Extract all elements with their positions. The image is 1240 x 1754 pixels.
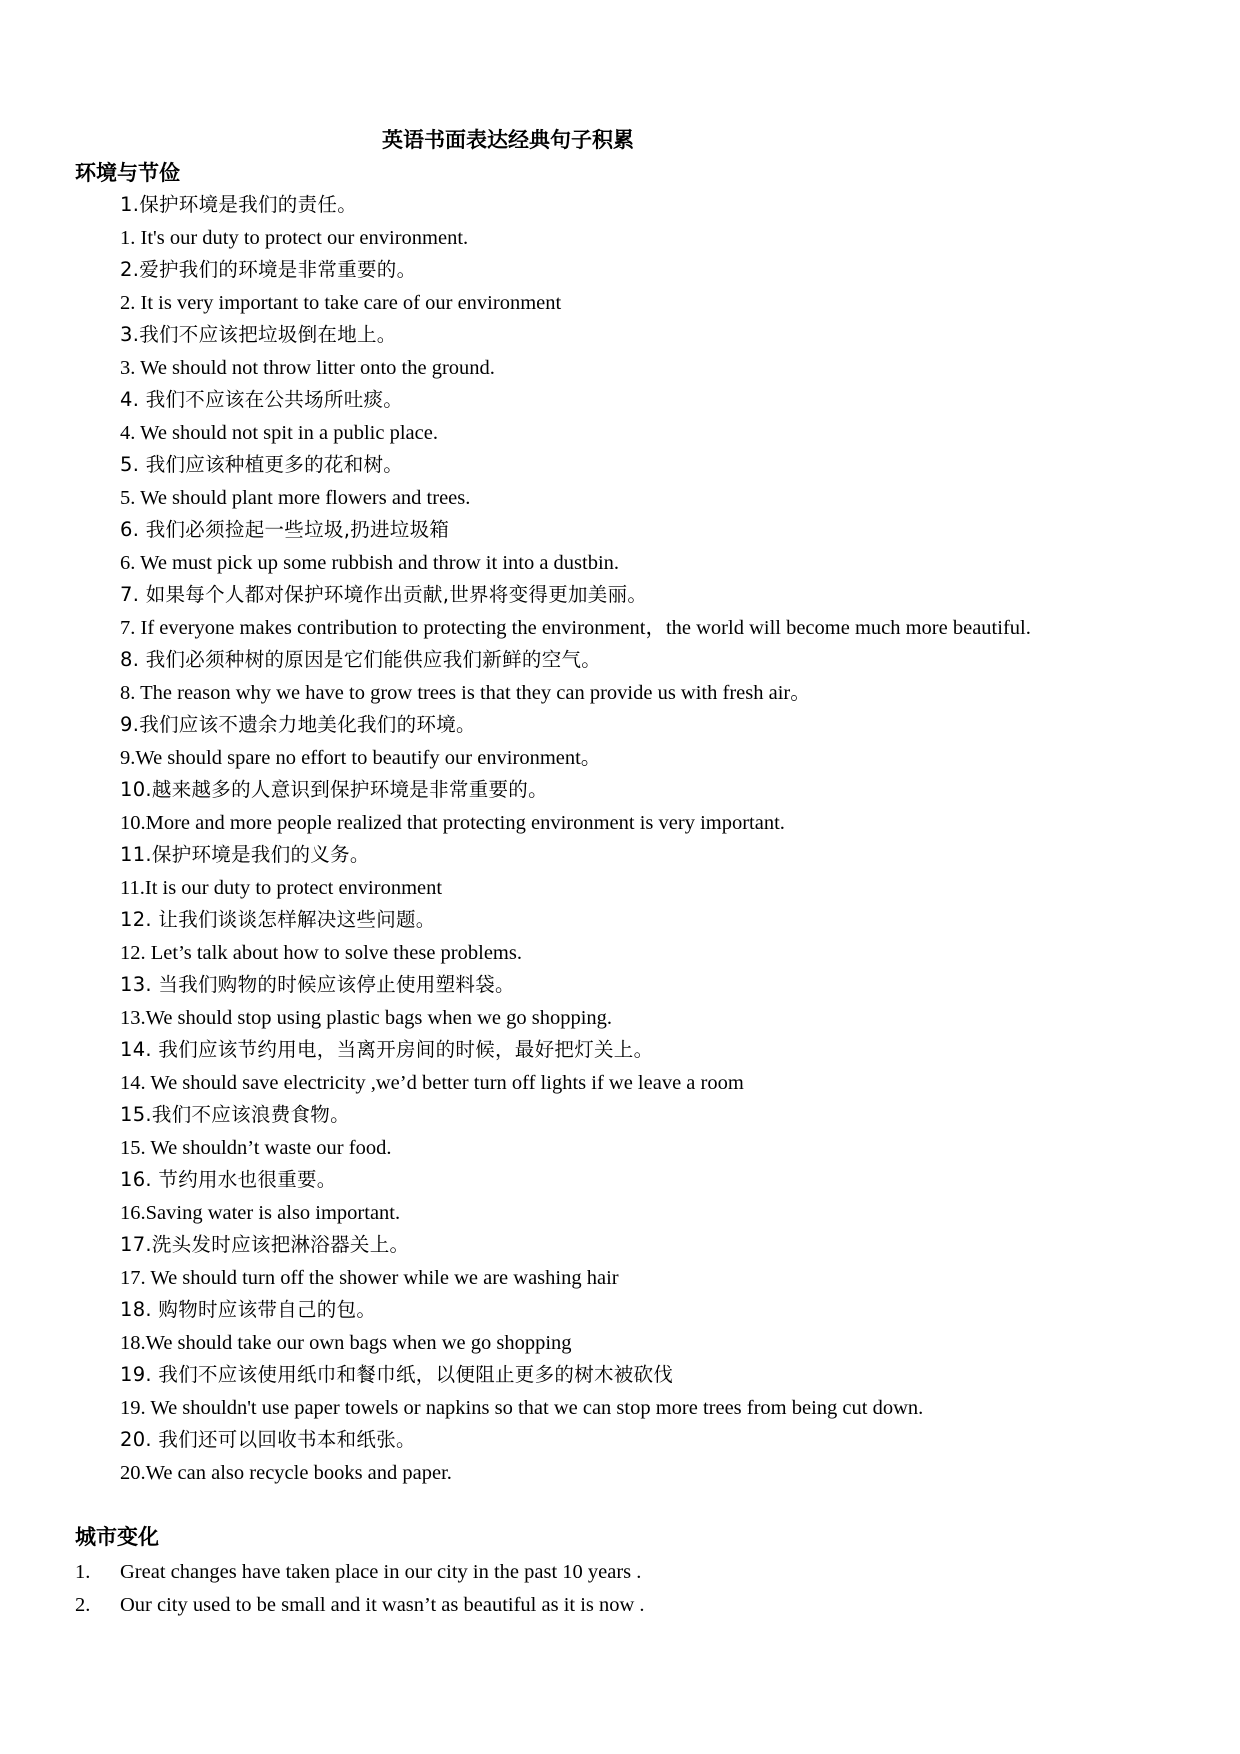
sentence-en: 12. Let’s talk about how to solve these problems.: [120, 941, 522, 964]
sentence-zh: 20. 我们还可以回收书本和纸张。: [120, 1428, 416, 1451]
sentence-zh: 8. 我们必须种树的原因是它们能供应我们新鲜的空气。: [120, 648, 602, 671]
sentence-en: 20.We can also recycle books and paper.: [120, 1461, 452, 1484]
city-sentence-list: [75, 1556, 645, 1621]
sentence-zh: 7. 如果每个人都对保护环境作出贡献,世界将变得更加美丽。: [120, 583, 648, 606]
sentence-zh: 2.爱护我们的环境是非常重要的。: [120, 258, 417, 281]
sentence-zh: 18. 购物时应该带自己的包。: [120, 1298, 377, 1321]
sentence-zh: 12. 让我们谈谈怎样解决这些问题。: [120, 908, 436, 931]
sentence-en: 10.More and more people realized that protecting environment is very important.: [120, 811, 785, 834]
sentence-en: 3. We should not throw litter onto the ground.: [120, 356, 495, 379]
sentence-en: 6. We must pick up some rubbish and throw it into a dustbin.: [120, 551, 620, 574]
sentence-zh: 16. 节约用水也很重要。: [120, 1168, 337, 1191]
list-item: [75, 1589, 645, 1622]
sentence-zh: 9.我们应该不遗余力地美化我们的环境。: [120, 713, 476, 736]
sentence-zh: 5. 我们应该种植更多的花和树。: [120, 453, 404, 476]
sentence-zh: 1.保护环境是我们的责任。: [120, 193, 358, 216]
sentence-en: 8. The reason why we have to grow trees is that they can provide us with fresh air。: [120, 681, 811, 704]
environment-sentence-list: [120, 189, 1031, 1489]
sentence-zh: 6. 我们必须捡起一些垃圾,扔进垃圾箱: [120, 518, 450, 541]
sentence-en: 11.It is our duty to protect environment: [120, 876, 443, 899]
sentence-zh: 19. 我们不应该使用纸巾和餐巾纸，以便阻止更多的树木被砍伐: [120, 1363, 674, 1386]
sentence-en: 13.We should stop using plastic bags when we go shopping.: [120, 1006, 613, 1029]
sentence-en: 15. We shouldn’t waste our food.: [120, 1136, 392, 1159]
sentence-en: 4. We should not spit in a public place.: [120, 421, 438, 444]
sentence-zh: 15.我们不应该浪费食物。: [120, 1103, 350, 1126]
sentence-zh: 17.洗头发时应该把淋浴器关上。: [120, 1233, 410, 1256]
document-title: 英语书面表达经典句子积累: [382, 127, 634, 152]
list-item-text: Our city used to be small and it wasn’t as beautiful as it is now .: [120, 1593, 645, 1616]
sentence-en: 2. It is very important to take care of our environment: [120, 291, 562, 314]
sentence-en: 19. We shouldn't use paper towels or napkins so that we can stop more trees from being cut down.: [120, 1396, 924, 1419]
sentence-en: 17. We should turn off the shower while we are washing hair: [120, 1266, 619, 1289]
sentence-en: 16.Saving water is also important.: [120, 1201, 401, 1224]
sentence-zh: 11.保护环境是我们的义务。: [120, 843, 370, 866]
list-item-text: Great changes have taken place in our city in the past 10 years .: [120, 1561, 642, 1583]
sentence-en: 5. We should plant more flowers and trees.: [120, 486, 471, 509]
sentence-zh: 3.我们不应该把垃圾倒在地上。: [120, 323, 397, 346]
section-heading-city: 城市变化: [75, 1524, 159, 1549]
sentence-en: 1. It's our duty to protect our environment.: [120, 226, 469, 249]
sentence-zh: 13. 当我们购物的时候应该停止使用塑料袋。: [120, 973, 515, 996]
list-item-number: 1.: [75, 1561, 91, 1583]
sentence-zh: 10.越来越多的人意识到保护环境是非常重要的。: [120, 778, 548, 801]
sentence-en: 9.We should spare no effort to beautify our environment。: [120, 746, 602, 769]
sentence-en: 7. If everyone makes contribution to protecting the environment，the world will become much more beautiful.: [120, 616, 1031, 639]
sentence-en: 14. We should save electricity ,we’d better turn off lights if we leave a room: [120, 1071, 744, 1094]
sentence-zh: 4. 我们不应该在公共场所吐痰。: [120, 388, 404, 411]
section-heading-environment: 环境与节俭: [75, 160, 180, 185]
list-item: [75, 1556, 645, 1589]
sentence-en: 18.We should take our own bags when we go shopping: [120, 1331, 572, 1354]
sentence-zh: 14. 我们应该节约用电，当离开房间的时候，最好把灯关上。: [120, 1038, 654, 1061]
list-item-number: 2.: [75, 1593, 91, 1616]
